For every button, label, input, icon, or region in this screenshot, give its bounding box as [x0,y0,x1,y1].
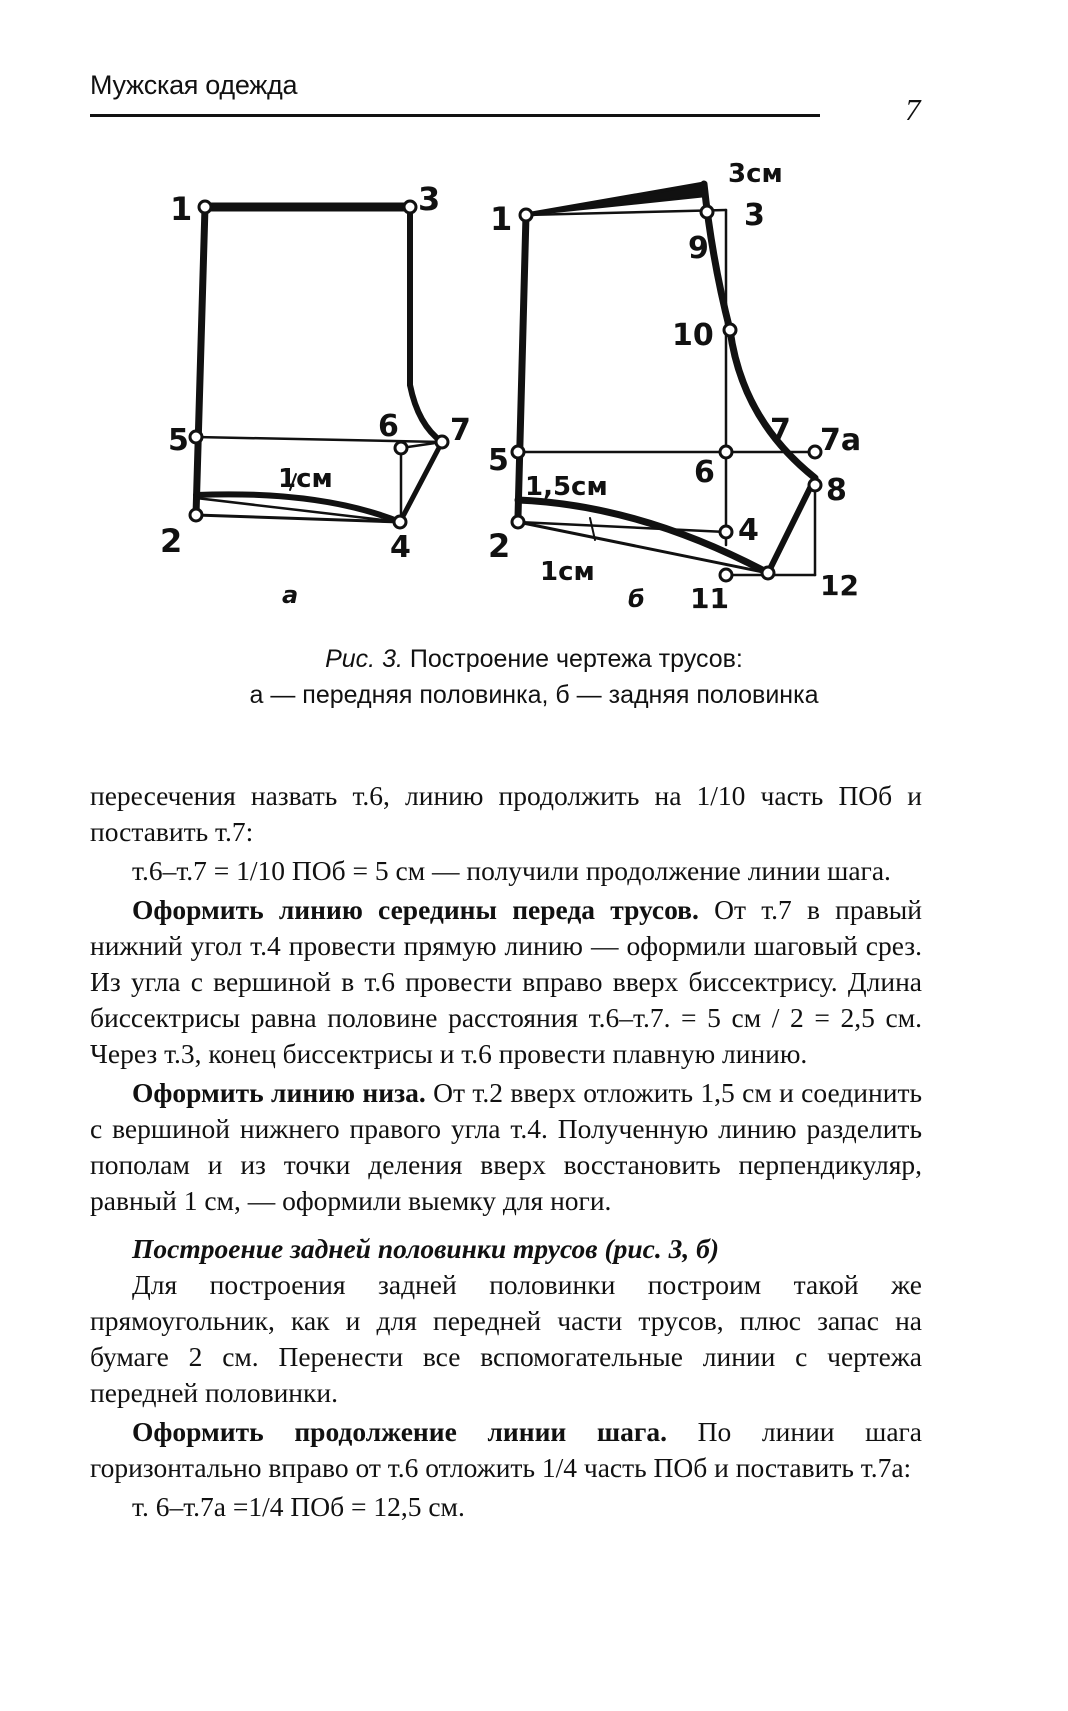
running-header: Мужская одежда [90,70,298,100]
measure-b-1-5cm: 1,5см [525,472,608,502]
point-label-b-7a: 7а [820,423,862,458]
paragraph: пересечения назвать т.6, линию продолжить на 1/10 часть ПОб и поставить т.7: [90,780,922,847]
paragraph [90,1414,922,1486]
point-label-b-7: 7 [770,413,791,448]
paragraph-text: По линии шага горизонтально вправо от т.6 отложить 1/4 часть ПОб и поставить т.7а: [90,1416,923,1483]
paragraph-heading: Оформить линию низа. [132,1077,426,1108]
paragraph-text: От т.2 вверх отложить 1,5 см и соединить с вершиной нижнего правого угла т.4. Полученную линию разделить пополам и из точки деления вверх восстановить перпендикуляр, равный 1 см, — оформили выемку для ноги. [90,1077,923,1216]
point-label-b-12: 12 [820,569,859,602]
point-label-a-2: 2 [160,522,183,560]
point-label-a-6: 6 [378,409,399,444]
point-label-a-1: 1 [170,190,193,228]
paragraph-text: От т.7 в правый нижний угол т.4 провести прямую линию — оформили шаговый срез. Из угла с вершиной в т.6 провести вправо вверх биссектрису. Длина биссектрисы равна половине расстояния т.6–т.7. = 5 см / 2 = 2,5 см. Через т.3, конец биссектрисы и т.6 провести плавную линию. [90,894,922,1069]
paragraph [90,892,922,1072]
paragraph-formula: т.6–т.7 = 1/10 ПОб = 5 см — получили продолжение линии шага. [132,855,891,886]
caption-title: Построение чертежа трусов: [409,645,743,673]
paragraph [90,1075,922,1219]
point-label-b-6: 6 [694,455,715,490]
paragraph: Для построения задней половинки построим такой же прямоугольник, как и для передней части трусов, плюс запас на бумаге 2 см. Перенести все вспомогательные линии с чертежа передней половинки. [90,1269,922,1408]
figure-caption-line1 [0,645,1068,674]
point-label-b-3: 3 [744,198,765,233]
caption-prefix: Рис. 3. [325,645,403,673]
paragraph-formula: т. 6–т.7а =1/4 ПОб = 12,5 см. [132,1491,465,1522]
pattern-drawing [0,0,1068,640]
page-number: 7 [905,92,921,127]
point-label-a-7: 7 [450,413,471,448]
body-text [90,778,922,1528]
measure-b-3cm: 3см [728,159,783,189]
drawing-label-a: а [282,581,299,609]
point-label-b-9: 9 [688,231,709,266]
drawing-label-b: б [628,585,645,613]
point-label-a-5: 5 [168,423,189,458]
point-label-b-1: 1 [490,200,513,238]
point-label-a-4: 4 [390,530,411,565]
point-label-b-4: 4 [738,513,759,548]
point-label-b-11: 11 [690,582,729,615]
section-heading: Построение задней половинки трусов (рис. 3, б) [132,1233,719,1264]
measure-a-1cm: 1см [278,464,333,494]
point-label-a-3: 3 [418,180,441,218]
back-half-drawing [512,184,821,581]
paragraph-heading: Оформить линию середины переда трусов. [132,894,699,925]
figure-caption-line2: а — передняя половинка, б — задняя половинка [249,681,819,709]
point-label-b-2: 2 [488,527,511,565]
point-label-b-5: 5 [488,443,509,478]
measure-b-1cm: 1см [540,557,595,587]
point-label-b-10: 10 [672,318,714,353]
point-label-b-8: 8 [826,473,847,508]
paragraph-heading: Оформить продолжение линии шага. [132,1416,667,1447]
